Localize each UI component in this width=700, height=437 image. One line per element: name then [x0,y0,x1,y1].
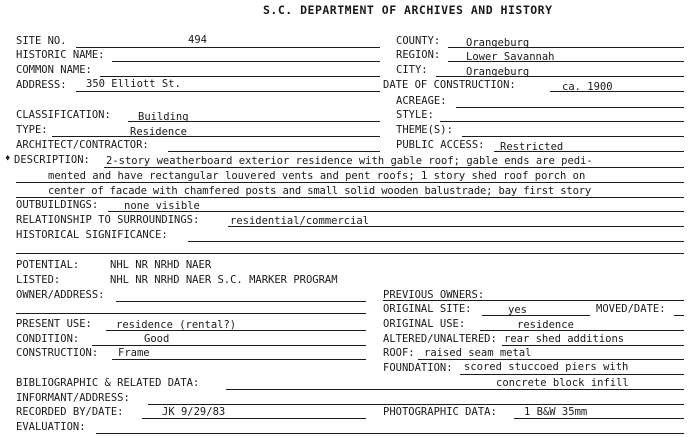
foundation-value-1: scored stuccoed piers with [464,361,629,373]
style-label: STYLE: [396,109,434,121]
classification-value: Building [138,111,189,123]
recorded-by-line [142,418,366,419]
description-line-3 [16,197,684,198]
theme-label: THEME(S): [396,124,453,136]
construction-label: CONSTRUCTION: [16,347,99,359]
original-use-label: ORIGINAL USE: [383,318,466,330]
original-site-label: ORIGINAL SITE: [383,303,472,315]
altered-label: ALTERED/UNALTERED: [383,333,497,345]
description-line-2 [16,182,684,183]
relationship-label: RELATIONSHIP TO SURROUNDINGS: [16,214,200,226]
listed-options: NHL NR NRHD NAER S.C. MARKER PROGRAM [110,274,338,286]
photographic-value: 1 B&W 35mm [524,406,588,418]
historical-significance-line [188,241,684,242]
historic-name-label: HISTORIC NAME: [16,49,105,61]
public-access-value: Restricted [500,141,564,153]
condition-line [92,345,366,346]
owner-address-label: OWNER/ADDRESS: [16,289,105,301]
owner-address-line [116,301,366,302]
historical-significance-label: HISTORICAL SIGNIFICANCE: [16,229,168,241]
address-value: 350 Elliott St. [86,78,181,90]
theme-line [462,136,684,137]
potential-options: NHL NR NRHD NAER [110,259,212,271]
original-use-line [480,330,684,331]
description-value-1: 2-story weatherboard exterior residence with gable roof; gable ends are pedi- [106,155,593,167]
description-line-1 [104,167,684,168]
previous-owners-line [383,300,684,301]
altered-line [502,345,684,346]
common-name-label: COMMON NAME: [16,64,92,76]
style-line [440,121,684,122]
address-line [76,91,380,92]
bibliographic-line [226,389,684,390]
classification-label: CLASSIFICATION: [16,109,111,121]
address-label: ADDRESS: [16,79,67,91]
county-value: Orangeburg [466,37,530,49]
county-label: COUNTY: [396,35,441,47]
roof-label: ROOF: [383,347,415,359]
acreage-line [456,107,684,108]
listed-label: LISTED: [16,274,61,286]
photographic-line [514,418,684,419]
evaluation-line [96,433,684,434]
historic-name-line [112,61,380,62]
foundation-line [460,374,684,375]
city-label: CITY: [396,64,428,76]
foundation-value-2: concrete block infill [496,377,629,389]
form-title: S.C. DEPARTMENT OF ARCHIVES AND HISTORY [263,3,553,17]
type-line [52,136,380,137]
site-no-line [76,47,380,48]
original-use-value: residence [517,319,574,331]
potential-label: POTENTIAL: [16,259,80,271]
outbuildings-value: none visible [124,200,200,212]
photographic-label: PHOTOGRAPHIC DATA: [383,406,497,418]
site-no-label: SITE NO. [16,35,67,47]
description-value-2: mented and have rectangular louvered vents and pent roofs; 1 story shed roof porch on [48,170,586,182]
common-name-line [100,76,380,77]
moved-date-line [674,315,684,316]
original-site-value: yes [508,304,527,316]
site-no-value: 494 [188,34,207,46]
description-marker: ♦ [5,154,11,164]
description-value-3: center of facade with chamfered posts and small solid wooden balustrade; bay first story [48,185,592,197]
present-use-value: residence (rental?) [116,319,237,331]
architect-line [168,151,380,152]
condition-label: CONDITION: [16,333,80,345]
type-label: TYPE: [16,124,48,136]
relationship-value: residential/commercial [230,215,370,227]
construction-value: Frame [118,347,150,359]
construction-line [112,359,366,360]
region-label: REGION: [396,49,441,61]
foundation-label: FOUNDATION: [383,362,453,374]
public-access-label: PUBLIC ACCESS: [396,139,485,151]
outbuildings-label: OUTBUILDINGS: [16,199,99,211]
condition-value: Good [144,333,170,345]
roof-line [418,359,684,360]
acreage-label: ACREAGE: [396,95,447,107]
type-value: Residence [130,126,187,138]
recorded-by-label: RECORDED BY/DATE: [16,406,124,418]
region-value: Lower Savannah [466,51,555,63]
evaluation-label: EVALUATION: [16,421,86,433]
date-construction-label: DATE OF CONSTRUCTION: [383,79,516,91]
architect-label: ARCHITECT/CONTRACTOR: [16,139,149,151]
informant-line [148,404,684,405]
bibliographic-label: BIBLIOGRAPHIC & RELATED DATA: [16,377,200,389]
previous-owners-label: PREVIOUS OWNERS: [383,289,485,301]
owner-address-line-2 [16,313,366,314]
recorded-by-value: JK 9/29/83 [162,406,226,418]
moved-date-label: MOVED/DATE: [596,303,666,315]
altered-value: rear shed additions [504,333,625,345]
original-site-line [482,315,590,316]
city-value: Orangeburg [466,66,530,78]
present-use-label: PRESENT USE: [16,318,92,330]
historical-significance-line-2 [16,253,684,254]
description-label: DESCRIPTION: [14,154,90,166]
roof-value: raised seam metal [424,347,532,359]
date-construction-value: ca. 1900 [562,81,613,93]
informant-label: INFORMANT/ADDRESS: [16,392,130,404]
